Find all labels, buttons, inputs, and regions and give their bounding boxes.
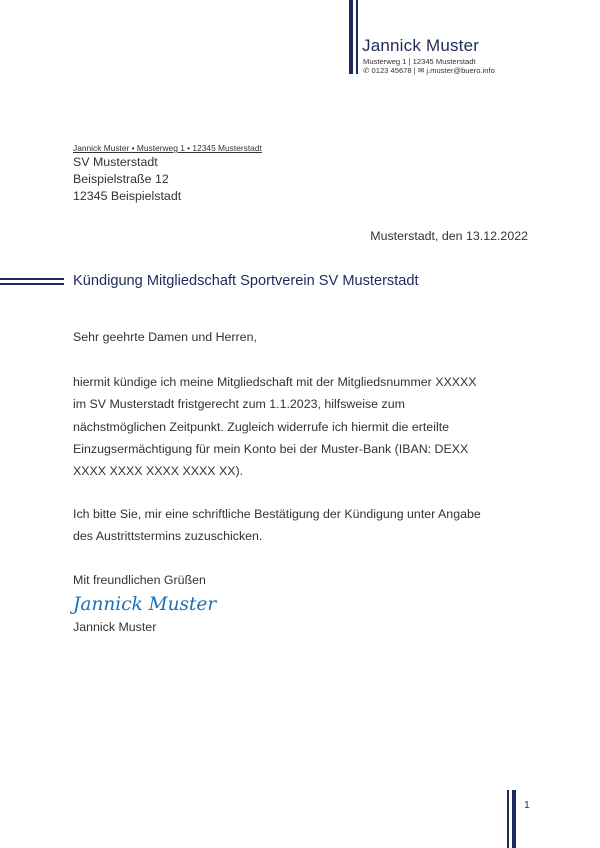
signature-name-block: [73, 616, 543, 638]
signature-name: Jannick Muster: [73, 620, 157, 634]
sender-phone: 0123 45678: [371, 66, 412, 75]
recipient-city: 12345 Beispielstadt: [73, 189, 182, 203]
phone-icon: ✆: [363, 66, 370, 75]
paragraph-line: des Austrittstermins zuzuschicken.: [73, 529, 263, 544]
closing: [73, 569, 543, 591]
mail-icon: ✉: [417, 66, 425, 75]
paragraph-line: hiermit kündige ich meine Mitgliedschaft mit der Mitgliedsnummer XXXXX: [73, 375, 477, 389]
salutation: [73, 326, 543, 348]
sender-address: Musterweg 1 | 12345 Musterstadt: [363, 57, 476, 66]
recipient-street: Beispielstraße 12: [73, 172, 169, 186]
footer-bar-thin: [507, 790, 509, 848]
return-address: Jannick Muster • Musterweg 1 • 12345 Musterstadt: [73, 143, 262, 153]
sender-name: Jannick Muster: [362, 36, 480, 55]
salutation-text: Sehr geehrte Damen und Herren,: [73, 330, 257, 344]
separator: |: [413, 66, 416, 75]
header-bar-thick: [349, 0, 353, 74]
closing-text: Mit freundlichen Grüßen: [73, 573, 206, 587]
body-paragraph-1: [73, 371, 543, 482]
date-line: Musterstadt, den 13.12.2022: [370, 229, 528, 243]
paragraph-line: XXXX XXXX XXXX XXXX XX).: [73, 464, 244, 479]
sender-contact: [363, 66, 495, 75]
page-number: 1: [524, 799, 530, 811]
paragraph-line: Einzugsermächtigung für mein Konto bei der Muster-Bank (IBAN: DEXX: [73, 441, 469, 456]
subject-line: Kündigung Mitgliedschaft Sportverein SV Musterstadt: [73, 273, 419, 289]
sender-email: j.muster@buero.info: [426, 66, 495, 75]
subject-rule-top: [0, 278, 64, 280]
footer-bar-thick: [512, 790, 516, 848]
body-paragraph-2: [73, 503, 543, 548]
recipient-name: SV Musterstadt: [73, 155, 158, 169]
header-bar-thin: [356, 0, 358, 74]
paragraph-line: nächstmöglichen Zeitpunkt. Zugleich widerrufe ich hiermit die erteilte: [73, 419, 450, 434]
subject-rule-bottom: [0, 283, 64, 285]
paragraph-line: im SV Musterstadt fristgerecht zum 1.1.2023, hilfsweise zum: [73, 397, 405, 412]
signature-script: Jannick Muster: [73, 594, 217, 615]
paragraph-line: Ich bitte Sie, mir eine schriftliche Bestätigung der Kündigung unter Angabe: [73, 507, 481, 521]
